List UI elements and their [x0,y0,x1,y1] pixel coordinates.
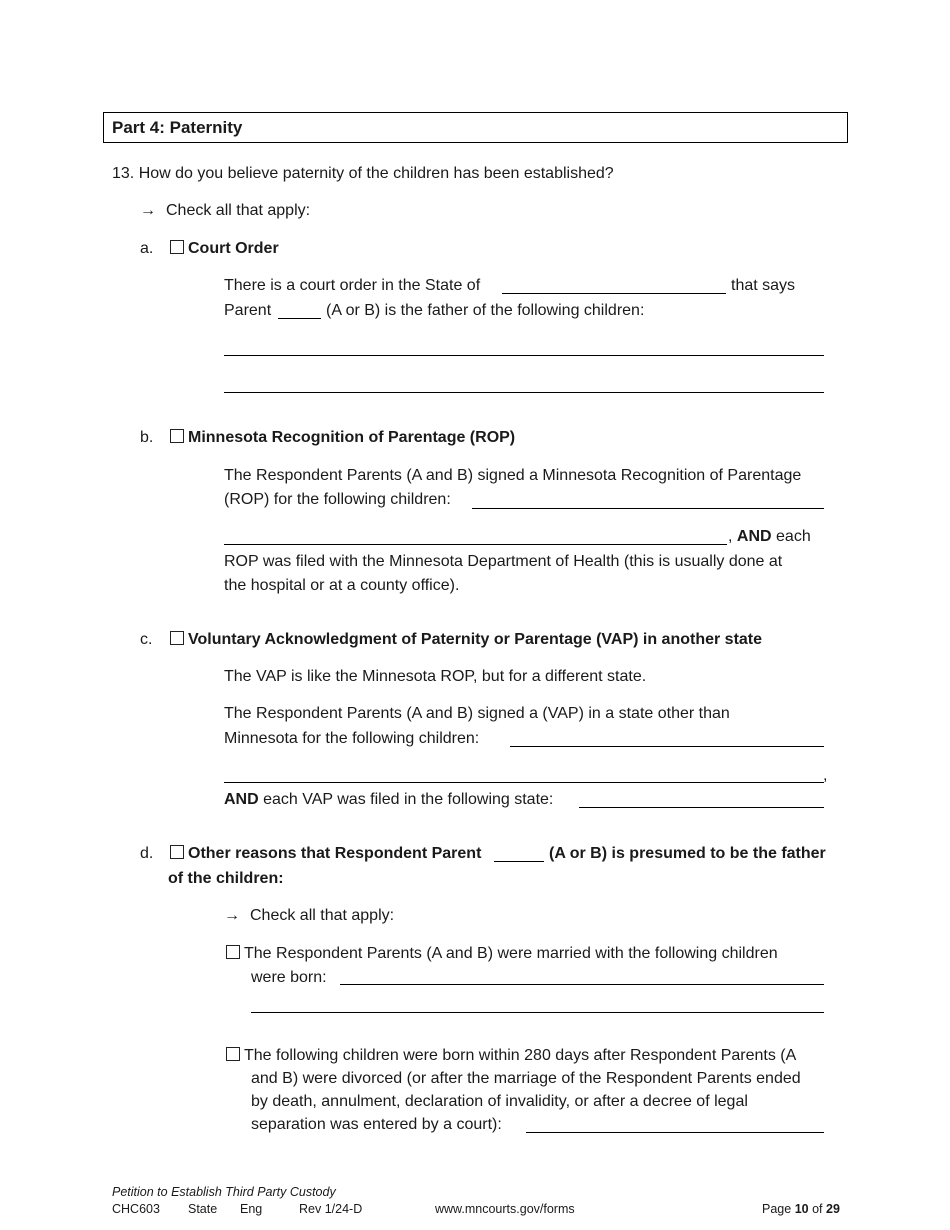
court-order-state-field[interactable] [502,293,726,294]
arrow-right-icon: → [224,907,240,924]
married-line1: The Respondent Parents (A and B) were married with the following children [244,945,778,962]
divorced-option [226,1046,796,1065]
court-order-parent-field[interactable] [278,318,321,319]
married-option [226,944,778,963]
check-all-instruction [140,201,310,220]
other-reasons-title-pre: Other reasons that Respondent Parent [188,845,482,862]
vap-children-field-1[interactable] [510,746,824,747]
vap-children-field-2[interactable] [224,782,824,783]
rop-line1: The Respondent Parents (A and B) signed a Minnesota Recognition of Parentage [224,467,802,484]
option-b-header [170,428,515,447]
rop-line5: the hospital or at a county office). [224,577,460,594]
page-of: of [812,1202,823,1216]
rop-line4: ROP was filed with the Minnesota Department of Health (this is usually done at [224,553,783,570]
footer-url[interactable]: www.mncourts.gov/forms [435,1202,575,1216]
instruction-text: Check all that apply: [166,202,311,219]
page-label: Page [762,1202,792,1216]
footer-form-title: Petition to Establish Third Party Custody [112,1185,336,1199]
d-instruction-text: Check all that apply: [250,907,395,924]
vap-comma: , [823,767,828,784]
d-check-all-instruction [224,906,394,925]
footer-form-code: CHC603 [112,1202,160,1216]
court-order-line1-post: that says [731,277,796,294]
rop-line2: (ROP) for the following children: [224,491,451,508]
vap-p2-line1: The Respondent Parents (A and B) signed a (VAP) in a state other than [224,705,730,722]
footer-page-number [762,1202,840,1217]
divorced-checkbox[interactable] [226,1047,240,1061]
court-order-children-field-1[interactable] [224,355,824,356]
vap-and: AND [224,791,259,808]
vap-and-post: each VAP was filed in the following state: [263,791,554,808]
page-total: 29 [826,1202,840,1216]
divorced-line1: The following children were born within 280 days after Respondent Parents (A [244,1047,797,1064]
other-reasons-title-line2: of the children: [168,870,284,887]
section-header [103,112,848,143]
option-d-header [170,844,481,863]
divorced-children-field[interactable] [526,1132,824,1133]
option-d-letter: d. [140,845,154,862]
question-13: 13. How do you believe paternity of the children has been established? [112,165,614,182]
rop-title: Minnesota Recognition of Parentage (ROP) [188,429,516,446]
rop-comma: , [728,528,733,545]
court-order-line2-pre: Parent [224,302,272,319]
section-title: Part 4: Paternity [112,118,243,137]
divorced-line4: separation was entered by a court): [251,1116,502,1133]
divorced-line2: and B) were divorced (or after the marriage of the Respondent Parents ended [251,1070,801,1087]
other-reasons-parent-field[interactable] [494,861,544,862]
footer-revision: Rev 1/24-D [299,1202,363,1216]
vap-p2-line2: Minnesota for the following children: [224,730,480,747]
court-order-children-field-2[interactable] [224,392,824,393]
option-c-letter: c. [140,631,153,648]
court-order-line1-pre: There is a court order in the State of [224,277,481,294]
rop-children-field-1[interactable] [472,508,824,509]
married-checkbox[interactable] [226,945,240,959]
married-line2: were born: [251,969,327,986]
rop-line3 [728,527,811,546]
arrow-right-icon: → [140,202,156,219]
married-children-field-2[interactable] [251,1012,824,1013]
footer-lang: Eng [240,1202,263,1216]
footer-state: State [188,1202,218,1216]
vap-p1: The VAP is like the Minnesota ROP, but for a different state. [224,668,647,685]
rop-and: AND [736,528,772,545]
vap-checkbox[interactable] [170,631,184,645]
court-order-line2-post: (A or B) is the father of the following children: [326,302,645,319]
page-current: 10 [794,1202,809,1216]
rop-children-field-2[interactable] [224,544,727,545]
option-a-header [170,239,279,258]
other-reasons-checkbox[interactable] [170,845,184,859]
option-b-letter: b. [140,429,154,446]
other-reasons-title-post: (A or B) is presumed to be the father [549,845,826,862]
court-order-title: Court Order [188,240,279,257]
court-order-checkbox[interactable] [170,240,184,254]
vap-and-line [224,790,553,809]
rop-each: each [776,528,811,545]
divorced-line3: by death, annulment, declaration of invalidity, or after a decree of legal [251,1093,748,1110]
rop-checkbox[interactable] [170,429,184,443]
vap-state-field[interactable] [579,807,824,808]
married-children-field-1[interactable] [340,984,824,985]
option-c-header [170,630,762,649]
vap-title: Voluntary Acknowledgment of Paternity or Parentage (VAP) in another state [188,631,763,648]
option-a-letter: a. [140,240,154,257]
